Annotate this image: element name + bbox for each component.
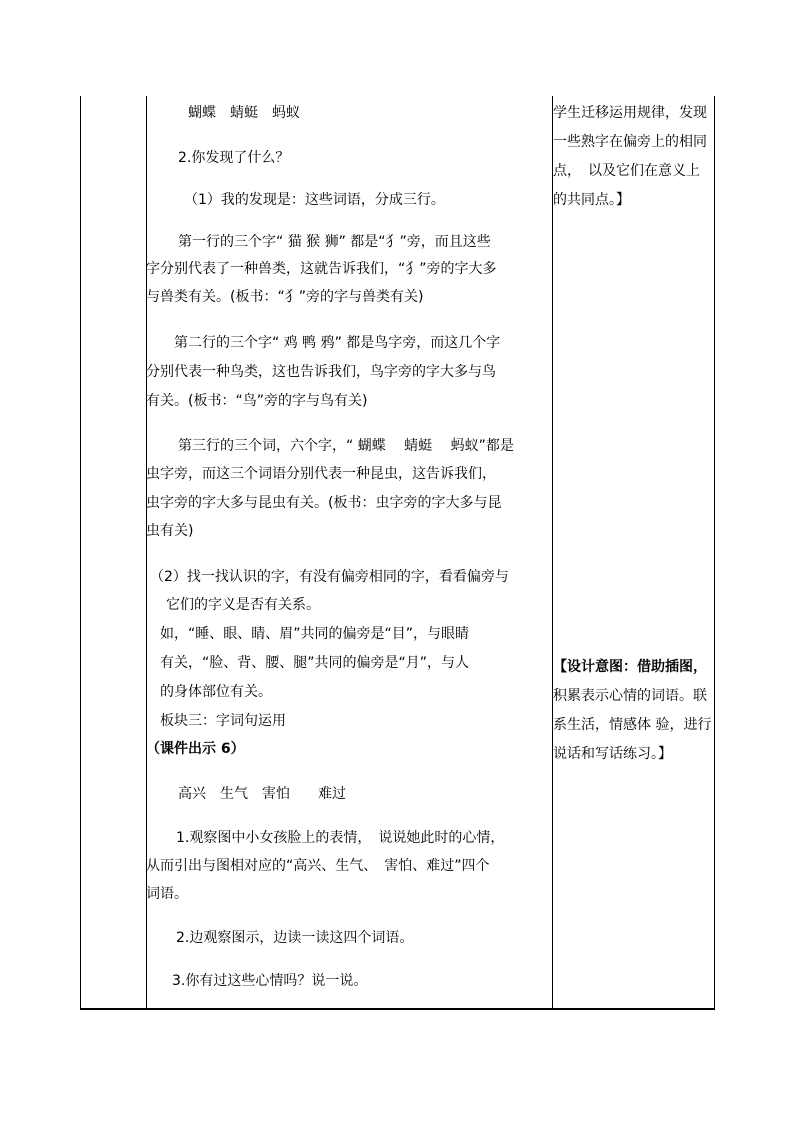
activity-2: 2.边观察图示，边读一读这四个词语。 [176, 930, 414, 946]
table-border-left [80, 96, 81, 1010]
finding-1-heading: （1）我的发现是：这些词语，分成三行。 [184, 192, 445, 208]
note-1-line3: 点， 以及它们在意义上 [553, 163, 700, 179]
note-1-line4: 的共同点。】 [553, 192, 630, 208]
paragraph-row3-line1: 第三行的三个词，六个字，“ 蝴蝶 蜻蜓 蚂蚁”都是 [178, 438, 514, 454]
example-line2: 有关，“脸、背、腰、腿”共同的偏旁是“月”，与人 [160, 655, 470, 671]
slide-6-label: （课件出示 6） [146, 741, 245, 757]
question-2: 2.你发现了什么？ [178, 150, 290, 166]
paragraph-row2-line2: 分别代表一种鸟类，这也告诉我们，鸟字旁的字大多与鸟 [146, 364, 496, 380]
design-intent-line4: 说话和写话练习。】 [553, 746, 672, 762]
table-border-bottom [80, 1008, 715, 1010]
note-1-line2: 一些熟字在偏旁上的相同 [553, 134, 707, 150]
emotion-words-row: 高兴 生气 害怕 难过 [178, 786, 346, 802]
paragraph-row2-line1: 第二行的三个字“ 鸡 鸭 鸦” 都是鸟字旁，而这几个字 [174, 335, 501, 351]
design-notes-cell [553, 96, 715, 1008]
activity-1-line2: 从而引出与图相对应的“高兴、生气、 害怕、难过”四个 [146, 858, 490, 874]
paragraph-row2-line3: 有关。(板书：“鸟”旁的字与鸟有关) [146, 393, 368, 409]
paragraph-row3-line2: 虫字旁，而这三个词语分别代表一种昆虫，这告诉我们， [146, 466, 496, 482]
example-line3: 的身体部位有关。 [160, 684, 272, 700]
note-1-line1: 学生迁移运用规律，发现 [553, 105, 707, 121]
word-row-insects: 蝴蝶 蜻蜓 蚂蚁 [188, 105, 300, 121]
design-intent-line2: 积累表示心情的词语。联 [553, 688, 707, 704]
paragraph-row1-line2: 字分别代表了一种兽类，这就告诉我们，“犭”旁的字大多 [146, 261, 497, 277]
finding-2-line2: 它们的字义是否有关系。 [166, 597, 320, 613]
design-intent-line3: 系生活，情感体 验，进行 [553, 717, 712, 733]
activity-1-line3: 词语。 [146, 886, 188, 902]
finding-2-line1: （2）找一找认识的字，有没有偏旁相同的字，看看偏旁与 [150, 569, 509, 585]
lesson-content-cell [146, 96, 552, 1008]
paragraph-row1-line3: 与兽类有关。(板书：“犭”旁的字与兽类有关) [146, 289, 424, 305]
paragraph-row1-line1: 第一行的三个字“ 猫 猴 狮” 都是“犭”旁，而且这些 [178, 234, 491, 250]
paragraph-row3-line4: 虫有关) [146, 523, 194, 539]
example-line1: 如，“睡、眼、睛、眉”共同的偏旁是“目”，与眼睛 [160, 626, 470, 642]
section-3-heading: 板块三：字词句运用 [160, 713, 286, 729]
paragraph-row3-line3: 虫字旁的字大多与昆虫有关。(板书：虫字旁的字大多与昆 [146, 495, 502, 511]
activity-3: 3.你有过这些心情吗？说一说。 [172, 973, 368, 989]
activity-1-line1: 1.观察图中小女孩脸上的表情， 说说她此时的心情， [176, 830, 505, 846]
design-intent-line1: 【设计意图：借助插图， [553, 659, 707, 675]
